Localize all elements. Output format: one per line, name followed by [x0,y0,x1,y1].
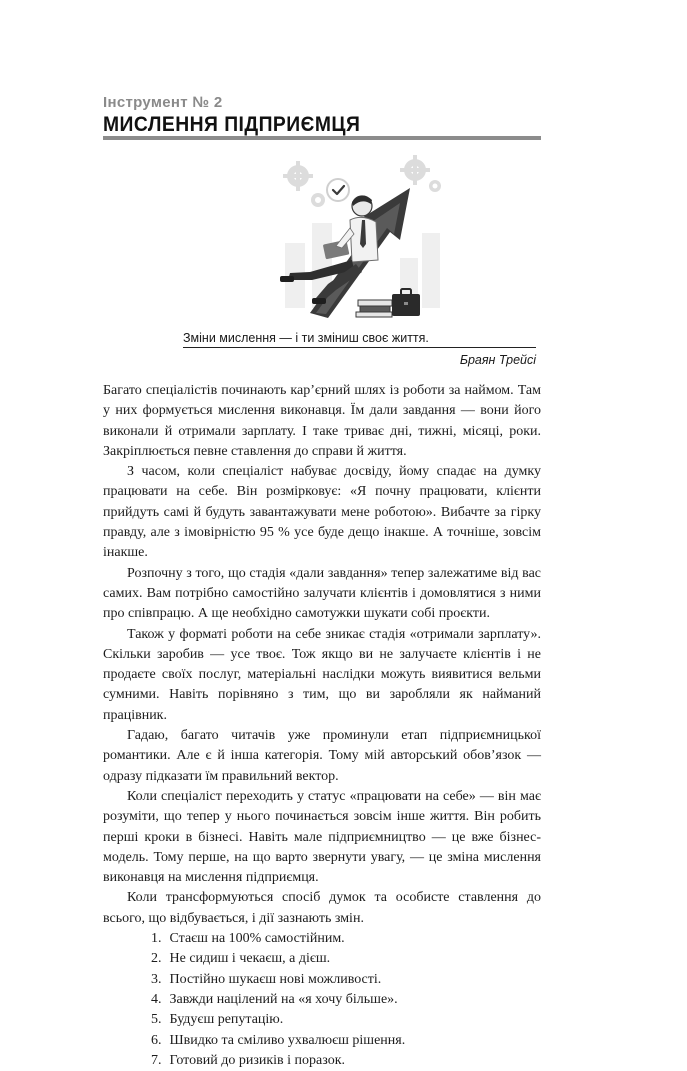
paragraph: Багато спеціалістів починають кар’єрний шлях із роботи за наймом. Там у них формується мислення виконавця. Їм дали завдання — вони його виконали й отримали зарплату. І таке триває дні, тижні, місяці, роки. Закріплюється певне ставлення до справи й життя. [103,383,541,459]
gear-icon [283,161,313,191]
paragraph: З часом, коли спеціаліст набуває досвіду, йому спадає на думку працювати на себе. Він розмірковує: «Я почну працювати, клієнти прийдуть самі й будуть завантажувати мене роботою». Вибачте за гірку правду, але з імовірністю 95 % усе буде дещо інакше. А точніше, зовсім інакше. [103,464,541,561]
businessman-on-growth-arrow-illustration [250,148,460,318]
list-text: Не сидиш і чекаєш, а дієш. [169,951,331,967]
list-number: 2. [151,951,162,967]
list-item [151,1010,541,1030]
epigraph-divider [183,347,536,348]
list-item [151,949,541,969]
list-text: Будуєш репутацію. [169,1012,284,1028]
gear-icon [429,180,441,192]
list-item [151,1031,541,1051]
paragraph: Гадаю, багато читачів уже проминули етап підприємницької романтики. Але є й інша категорія. Тому мій авторський обов’язок — одразу підказати їм правильний вектор. [103,728,541,784]
list-number: 1. [151,931,162,947]
list-number: 3. [151,971,162,987]
list-text: Готовий до ризиків і поразок. [169,1052,345,1068]
checkmark-icon [327,179,349,201]
list-text: Швидко та сміливо ухвалюєш рішення. [169,1032,406,1048]
paragraph: Коли спеціаліст переходить у статус «працювати на себе» — він має розуміти, що тепер у нього починається зовсім інше життя. Він робить перші кроки в бізнесі. Навіть мале підприємництво — це вже бізнес-модель. Тому перше, на що варто звернути увагу, — це зміна мислення виконавця на мислення підприємця. [103,788,541,886]
epigraph-quote: Зміни мислення — і ти зміниш своє життя. [183,331,429,345]
gear-icon [311,193,325,207]
list-number: 7. [151,1052,162,1068]
paragraph: Розпочну з того, що стадія «дали завдання» тепер залежатиме від вас самих. Вам потрібно самостійно залучати клієнтів і домовлятися з ними про співпрацю. А ще необхідно самотужки шукати собі проєкти. [103,565,541,622]
body-text [103,381,541,1071]
epigraph-author: Браян Трейсі [459,353,536,367]
paragraph: Коли трансформуються спосіб думок та особисте ставлення до всього, що відбувається, і дії зазнають змін. [103,890,541,926]
list-text: Стаєш на 100% самостійним. [169,931,345,947]
list-item [151,1051,541,1071]
list-text: Постійно шукаєш нові можливості. [169,971,382,987]
gear-icon [400,155,430,185]
list-number: 5. [151,1012,162,1028]
list-item [151,929,541,949]
list-item [151,990,541,1010]
changes-list [103,929,541,1071]
list-number: 4. [151,991,162,1007]
list-item [151,970,541,990]
chapter-kicker: Інструмент № 2 [103,94,223,111]
chapter-title: МИСЛЕННЯ ПІДПРИЄМЦЯ [103,113,361,136]
title-underline [103,136,541,140]
list-number: 6. [151,1032,162,1048]
books-stack-icon [356,300,392,317]
list-text: Завжди націлений на «я хочу більше». [169,991,398,1007]
paragraph: Також у форматі роботи на себе зникає стадія «отримали зарплату». Скільки заробив — усе твоє. Тож якщо ви не залучаєте клієнтів і не продаєте своїх послуг, матеріальні наслідки можуть виявитися вельми сумними. Навіть порівняно з тим, що ви заробляли як найманий працівник. [103,626,541,723]
